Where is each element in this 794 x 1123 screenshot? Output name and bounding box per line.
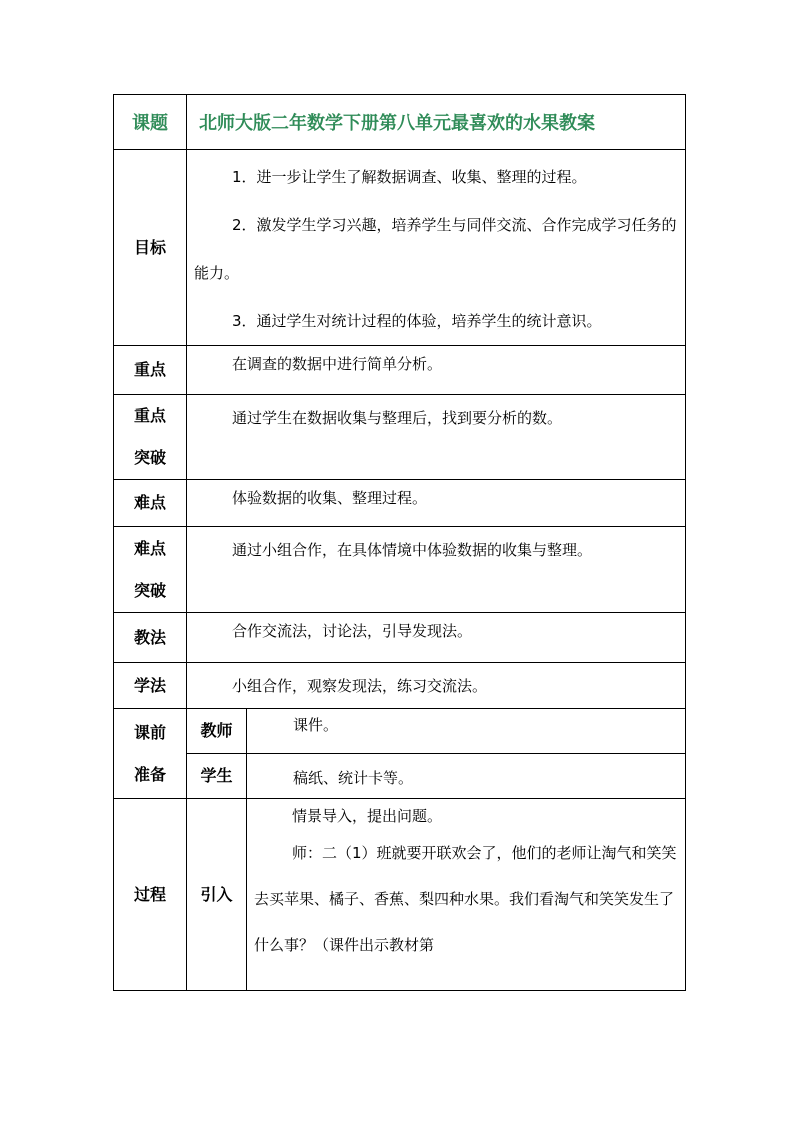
lesson-title: 北师大版二年数学下册第八单元最喜欢的水果教案 [187,95,686,150]
key-breakthrough-text: 通过学生在数据收集与整理后，找到要分析的数。 [232,409,563,427]
difficulty-text: 体验数据的收集、整理过程。 [232,489,428,507]
teaching-method-text: 合作交流法，讨论法，引导发现法。 [232,622,473,640]
key-point-row [114,346,686,395]
learning-method-label: 学法 [114,663,187,709]
process-line: 师：二（1）班就要开联欢会了，他们的老师让淘气和笑笑去买苹果、橘子、香蕉、梨四种水果。我们看淘气和笑笑发生了什么事？（课件出示教材第 [254,844,677,954]
learning-method-row [114,663,686,709]
preparation-label-1: 课前 [133,722,166,742]
difficulty-row [114,480,686,527]
goals-label: 目标 [114,150,187,346]
goal-item: 1．进一步让学生了解数据调查、收集、整理的过程。 [232,168,587,186]
preparation-label-2: 准备 [133,764,166,784]
learning-method-text: 小组合作，观察发现法，练习交流法。 [232,677,488,695]
preparation-teacher-row [114,709,686,754]
difficulty-breakthrough-label-1: 难点 [133,538,166,558]
difficulty-breakthrough-text: 通过小组合作，在具体情境中体验数据的收集与整理。 [232,541,593,559]
process-line: 情景导入，提出问题。 [292,807,443,825]
student-prep-text: 稿纸、统计卡等。 [293,769,414,787]
key-point-text: 在调查的数据中进行简单分析。 [232,355,443,373]
key-breakthrough-row [114,395,686,480]
process-label: 过程 [114,799,187,991]
student-label: 学生 [187,754,247,799]
preparation-label [114,709,187,799]
difficulty-breakthrough-label-2: 突破 [133,580,166,600]
difficulty-label: 难点 [114,480,187,527]
key-breakthrough-label [114,395,187,480]
preparation-student-row [114,754,686,799]
difficulty-breakthrough-row [114,527,686,613]
process-row [114,799,686,991]
goals-row [114,150,686,346]
teacher-prep-text: 课件。 [293,716,339,734]
goals-content [187,150,686,346]
difficulty-breakthrough-label [114,527,187,613]
title-row [114,95,686,150]
stage-label: 引入 [187,799,247,991]
lesson-plan-table [113,94,686,991]
teacher-label: 教师 [187,709,247,754]
goal-item: 2．激发学生学习兴趣，培养学生与同伴交流、合作完成学习任务的能力。 [194,216,677,282]
title-label: 课题 [114,95,187,150]
key-breakthrough-label-1: 重点 [133,406,166,425]
goal-item: 3．通过学生对统计过程的体验，培养学生的统计意识。 [232,312,602,330]
teaching-method-label: 教法 [114,613,187,663]
teaching-method-row [114,613,686,663]
key-point-label: 重点 [114,346,187,395]
key-breakthrough-label-2: 突破 [133,448,166,467]
